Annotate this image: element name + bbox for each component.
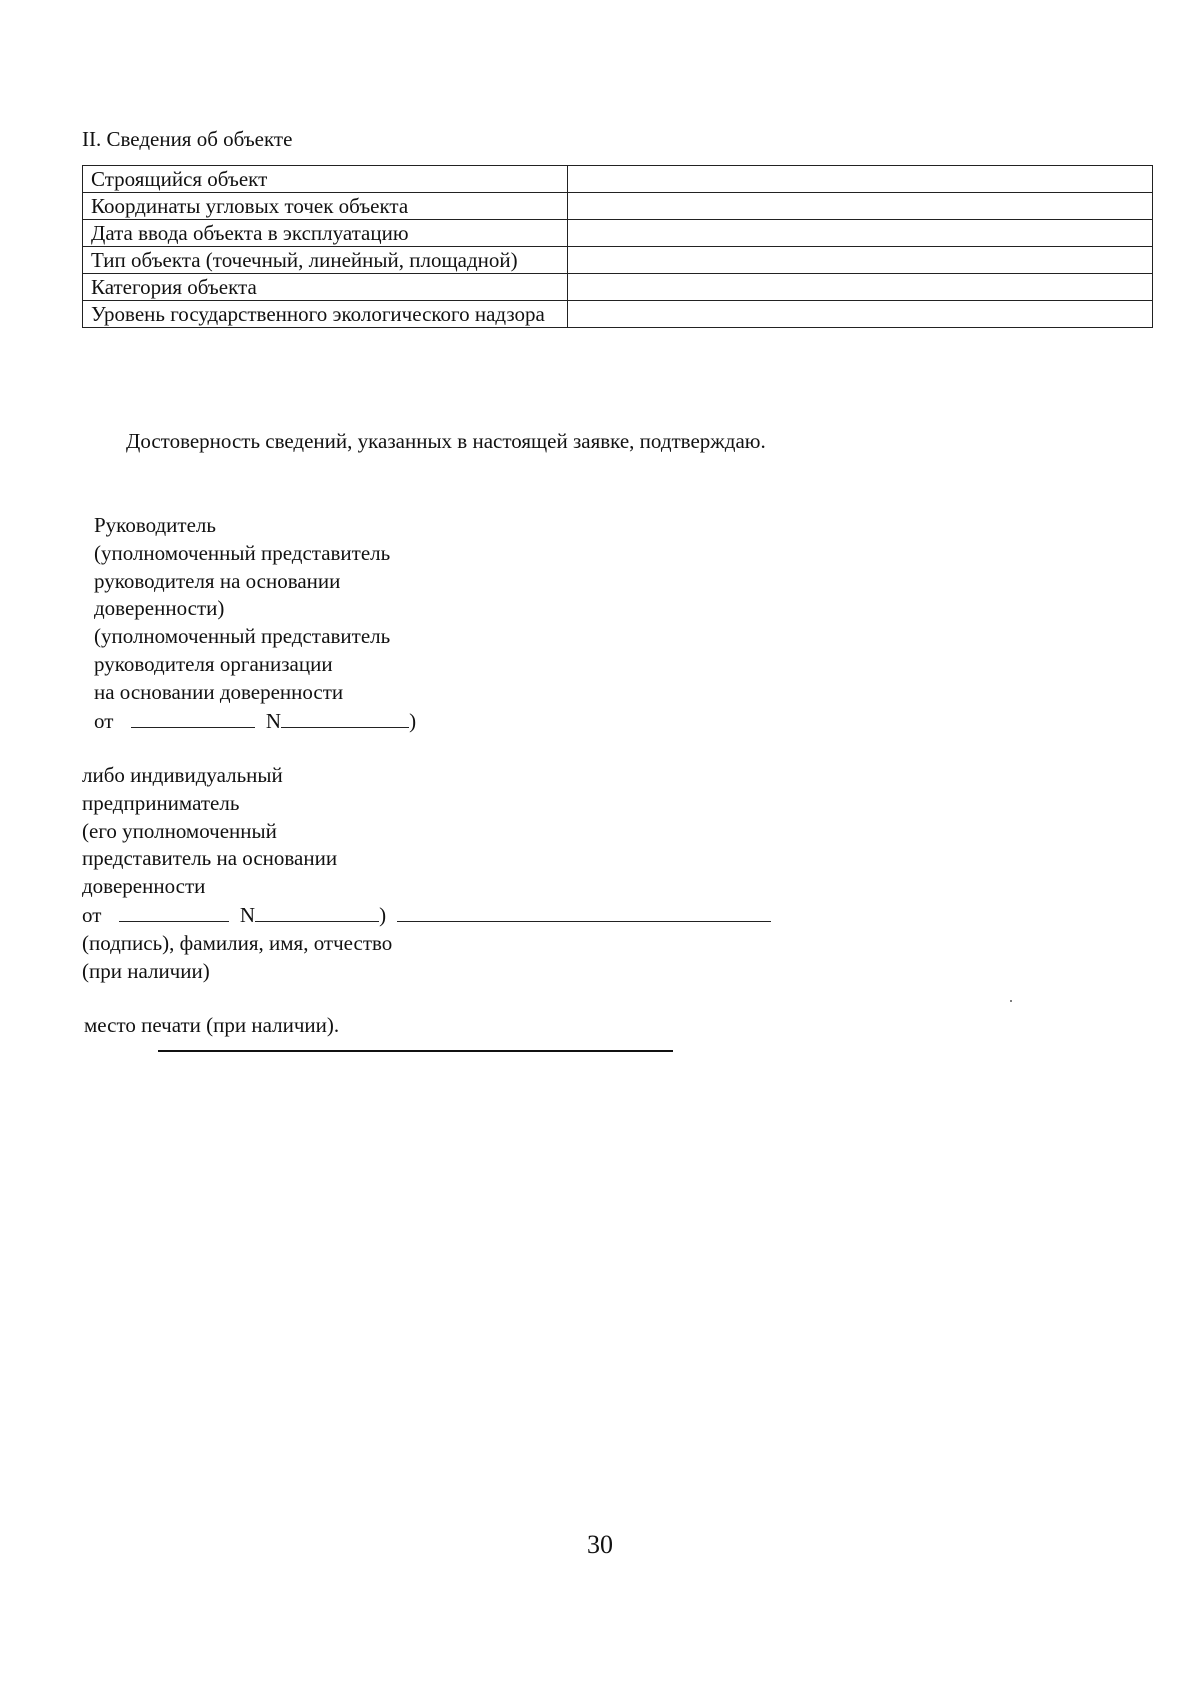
row-label: Координаты угловых точек объекта <box>83 193 568 220</box>
row-value-field <box>567 301 1152 328</box>
table-row <box>83 193 1153 220</box>
number-blank-field <box>255 901 379 922</box>
signature-blank-field <box>397 901 771 922</box>
proxy-date-number-line <box>82 901 771 930</box>
date-blank-field <box>131 707 255 728</box>
row-value-field <box>567 274 1152 301</box>
table-row <box>83 166 1153 193</box>
number-label: N <box>239 902 256 927</box>
close-paren: ) <box>409 708 417 733</box>
proxy-date-number-line <box>94 707 416 736</box>
row-label: Строящийся объект <box>83 166 568 193</box>
row-label: Уровень государственного экологического надзора <box>83 301 568 328</box>
from-label: от <box>82 902 102 927</box>
seal-label: место печати (при наличии). <box>84 1013 340 1037</box>
page-number: 30 <box>587 1530 613 1559</box>
close-paren: ) <box>379 902 387 927</box>
from-label: от <box>94 708 114 733</box>
signatory-text-line: (уполномоченный представитель <box>94 540 391 565</box>
row-label: Категория объекта <box>83 274 568 301</box>
signatory-text-line: предприниматель <box>82 790 240 815</box>
signature-caption: (при наличии) <box>82 958 210 983</box>
signatory-text-line: (уполномоченный представитель <box>94 624 391 649</box>
signatory-text-line: доверенности) <box>94 596 225 621</box>
number-blank-field <box>281 707 409 728</box>
signatory-text-line: на основании доверенности <box>94 679 344 704</box>
row-value-field <box>567 166 1152 193</box>
number-label: N <box>265 708 282 733</box>
signatory-text-line: представитель на основании <box>82 846 338 871</box>
table-row <box>83 247 1153 274</box>
table-row <box>83 274 1153 301</box>
row-value-field <box>567 247 1152 274</box>
signatory-text-line: руководителя на основании <box>94 568 341 593</box>
object-info-table <box>82 165 1153 328</box>
seal-underline <box>158 1050 673 1052</box>
signatory-text-line: доверенности <box>82 874 206 899</box>
signature-caption: (подпись), фамилия, имя, отчество <box>82 930 393 955</box>
confirmation-statement: Достоверность сведений, указанных в настоящей заявке, подтверждаю. <box>126 429 766 453</box>
signatory-text-line: Руководитель <box>94 513 216 537</box>
row-label: Дата ввода объекта в эксплуатацию <box>83 220 568 247</box>
row-value-field <box>567 220 1152 247</box>
section-title: II. Сведения об объекте <box>82 127 293 151</box>
row-label: Тип объекта (точечный, линейный, площадной) <box>83 247 568 274</box>
head-signatory-block <box>94 512 416 735</box>
signatory-text-line: (его уполномоченный <box>82 818 277 843</box>
signatory-text-line: руководителя организации <box>94 651 333 676</box>
table-row <box>83 301 1153 328</box>
scan-speck <box>1010 1000 1012 1002</box>
entrepreneur-signatory-block <box>82 762 771 985</box>
signatory-text-line: либо индивидуальный <box>82 763 283 787</box>
table-row <box>83 220 1153 247</box>
row-value-field <box>567 193 1152 220</box>
date-blank-field <box>119 901 229 922</box>
